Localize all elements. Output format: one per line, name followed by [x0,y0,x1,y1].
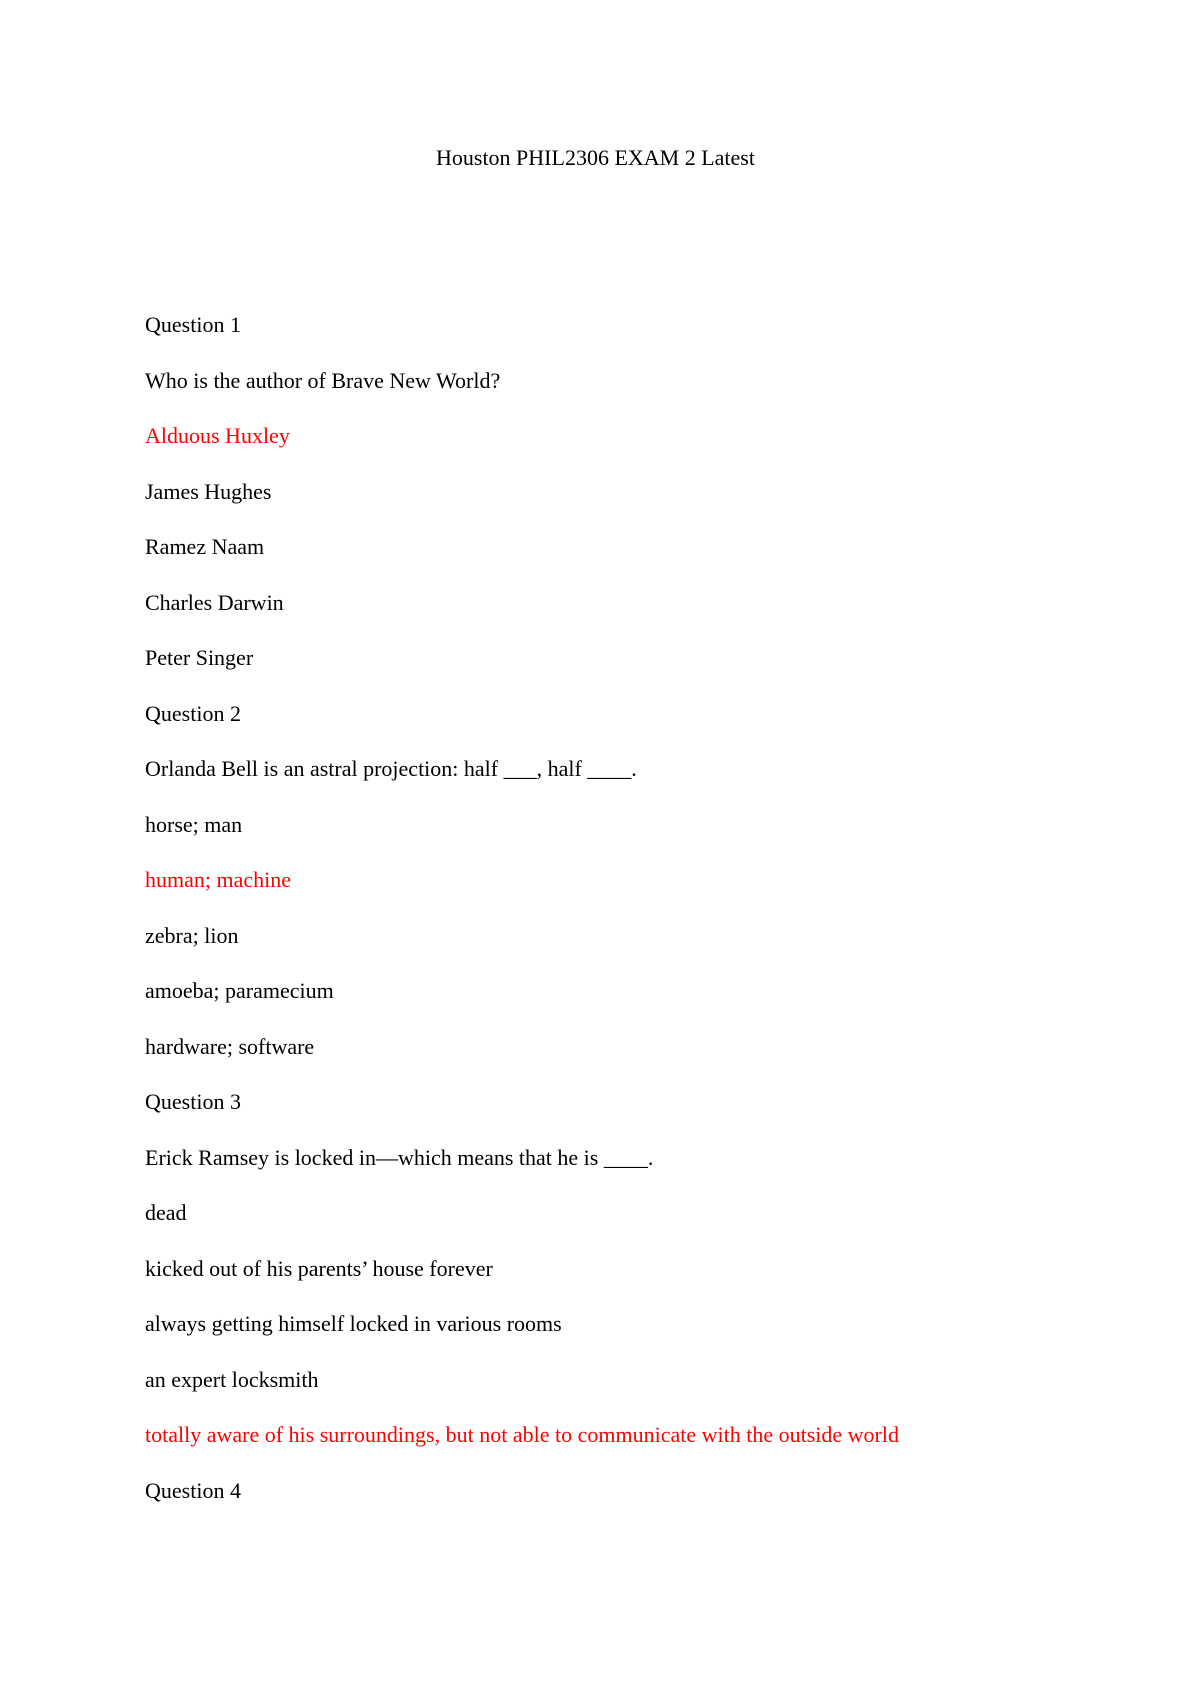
answer-option: hardware; software [145,1033,315,1059]
answer-option: dead [145,1200,187,1225]
question-prompt: Erick Ramsey is locked in—which means that he is ____. [145,1144,654,1170]
question-list [145,310,1105,1531]
answer-option: zebra; lion [145,922,239,948]
answer-option: Ramez Naam [145,534,265,559]
answer-option: Peter Singer [145,645,254,670]
answer-option: totally aware of his surroundings, but not able to communicate with the outside world [145,1422,899,1447]
question-label: Question 3 [145,1089,241,1114]
answer-option: Charles Darwin [145,589,284,615]
question-label: Question 2 [145,700,241,726]
answer-option: Alduous Huxley [145,423,290,448]
answer-option: kicked out of his parents’ house forever [145,1255,493,1281]
question-label: Question 1 [145,312,241,337]
answer-option: an expert locksmith [145,1366,319,1392]
question-prompt: Who is the author of Brave New World? [145,367,501,393]
answer-option: human; machine [145,867,292,892]
question-prompt: Orlanda Bell is an astral projection: half ___, half ____. [145,756,637,781]
question-label: Question 4 [145,1477,241,1503]
answer-option: amoeba; paramecium [145,978,334,1003]
answer-option: James Hughes [145,478,272,504]
answer-option: horse; man [145,811,243,837]
answer-option: always getting himself locked in various rooms [145,1311,562,1336]
document-title: Houston PHIL2306 EXAM 2 Latest [436,145,755,170]
